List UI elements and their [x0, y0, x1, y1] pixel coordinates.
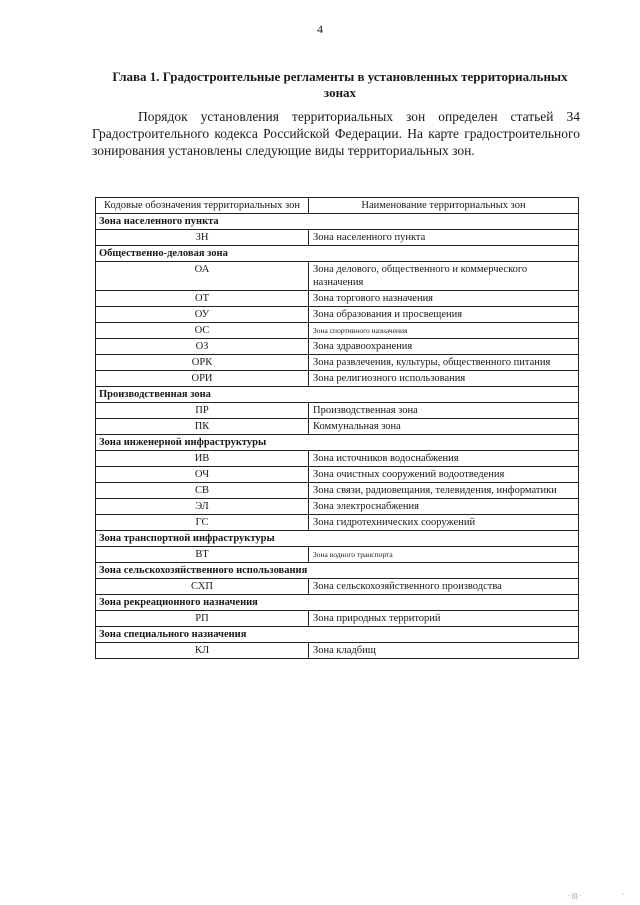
section-row [96, 214, 579, 230]
section-title: Общественно-деловая зона [96, 246, 579, 262]
zone-name: Зона электроснабжения [309, 499, 579, 515]
zones-table [95, 197, 579, 659]
zone-code: СВ [96, 483, 309, 499]
section-row [96, 246, 579, 262]
zone-code: ГС [96, 515, 309, 531]
table-row [96, 547, 579, 563]
zone-code: ЭЛ [96, 499, 309, 515]
zone-name: Производственная зона [309, 403, 579, 419]
section-title: Зона сельскохозяйственного использования [96, 563, 579, 579]
table-row [96, 323, 579, 339]
section-row [96, 531, 579, 547]
zone-name: Зона развлечения, культуры, общественного питания [309, 355, 579, 371]
zone-code: ОЧ [96, 467, 309, 483]
zone-code: ВТ [96, 547, 309, 563]
zone-name: Зона делового, общественного и коммерческого назначения [309, 262, 579, 291]
table-row [96, 355, 579, 371]
table-row [96, 483, 579, 499]
zone-name: Зона природных территорий [309, 611, 579, 627]
section-title: Зона инженерной инфраструктуры [96, 435, 579, 451]
zone-name: Зона источников водоснабжения [309, 451, 579, 467]
zones-table-body [96, 214, 579, 659]
scan-mark-left: · ||| · [568, 893, 582, 900]
chapter-title: Глава 1. Градостроительные регламенты в установленных территориальных зонах [112, 69, 568, 100]
zone-name: Зона спортивного назначения [309, 323, 579, 339]
zone-name: Зона здравоохранения [309, 339, 579, 355]
zone-name: Зона гидротехнических сооружений [309, 515, 579, 531]
table-row [96, 291, 579, 307]
zone-name: Зона религиозного использования [309, 371, 579, 387]
zone-code: ОТ [96, 291, 309, 307]
table-row [96, 339, 579, 355]
table-row [96, 579, 579, 595]
zone-name: Зона населенного пункта [309, 230, 579, 246]
section-row [96, 627, 579, 643]
header-code: Кодовые обозначения территориальных зон [96, 198, 309, 214]
zone-name: Зона кладбищ [309, 643, 579, 659]
zone-name: Зона связи, радиовещания, телевидения, информатики [309, 483, 579, 499]
table-row [96, 611, 579, 627]
zone-name: Коммунальная зона [309, 419, 579, 435]
zone-name: Зона образования и просвещения [309, 307, 579, 323]
section-row [96, 387, 579, 403]
zone-code: РП [96, 611, 309, 627]
table-row [96, 467, 579, 483]
table-row [96, 419, 579, 435]
section-title: Зона населенного пункта [96, 214, 579, 230]
section-row [96, 435, 579, 451]
zone-code: ОУ [96, 307, 309, 323]
zone-code: ОРК [96, 355, 309, 371]
zone-code: СХП [96, 579, 309, 595]
section-title: Зона транспортной инфраструктуры [96, 531, 579, 547]
zone-code: ОРИ [96, 371, 309, 387]
zone-code: ПР [96, 403, 309, 419]
scan-mark-right: ʼ [622, 893, 624, 900]
zone-name: Зона торгового назначения [309, 291, 579, 307]
table-row [96, 262, 579, 291]
table-row [96, 307, 579, 323]
zone-code: ОЗ [96, 339, 309, 355]
zone-name: Зона водного транспорта [309, 547, 579, 563]
header-name: Наименование территориальных зон [309, 198, 579, 214]
section-title: Зона специального назначения [96, 627, 579, 643]
table-row [96, 403, 579, 419]
table-row [96, 515, 579, 531]
zone-code: ОС [96, 323, 309, 339]
zone-code: ПК [96, 419, 309, 435]
table-row [96, 643, 579, 659]
section-title: Производственная зона [96, 387, 579, 403]
zone-code: ЗН [96, 230, 309, 246]
section-title: Зона рекреационного назначения [96, 595, 579, 611]
zone-name: Зона очистных сооружений водоотведения [309, 467, 579, 483]
table-row [96, 371, 579, 387]
intro-paragraph: Порядок установления территориальных зон определен статьей 34 Градостроительного кодекса Российской Федерации. На карте градостроительного зонирования установлены следующие виды территориальных зон. [92, 109, 580, 158]
table-header-row [96, 198, 579, 214]
page-number: 4 [317, 22, 323, 36]
section-row [96, 595, 579, 611]
zone-code: ИВ [96, 451, 309, 467]
table-row [96, 230, 579, 246]
section-row [96, 563, 579, 579]
table-row [96, 499, 579, 515]
zone-code: ОА [96, 262, 309, 291]
table-row [96, 451, 579, 467]
zone-name: Зона сельскохозяйственного производства [309, 579, 579, 595]
zone-code: КЛ [96, 643, 309, 659]
